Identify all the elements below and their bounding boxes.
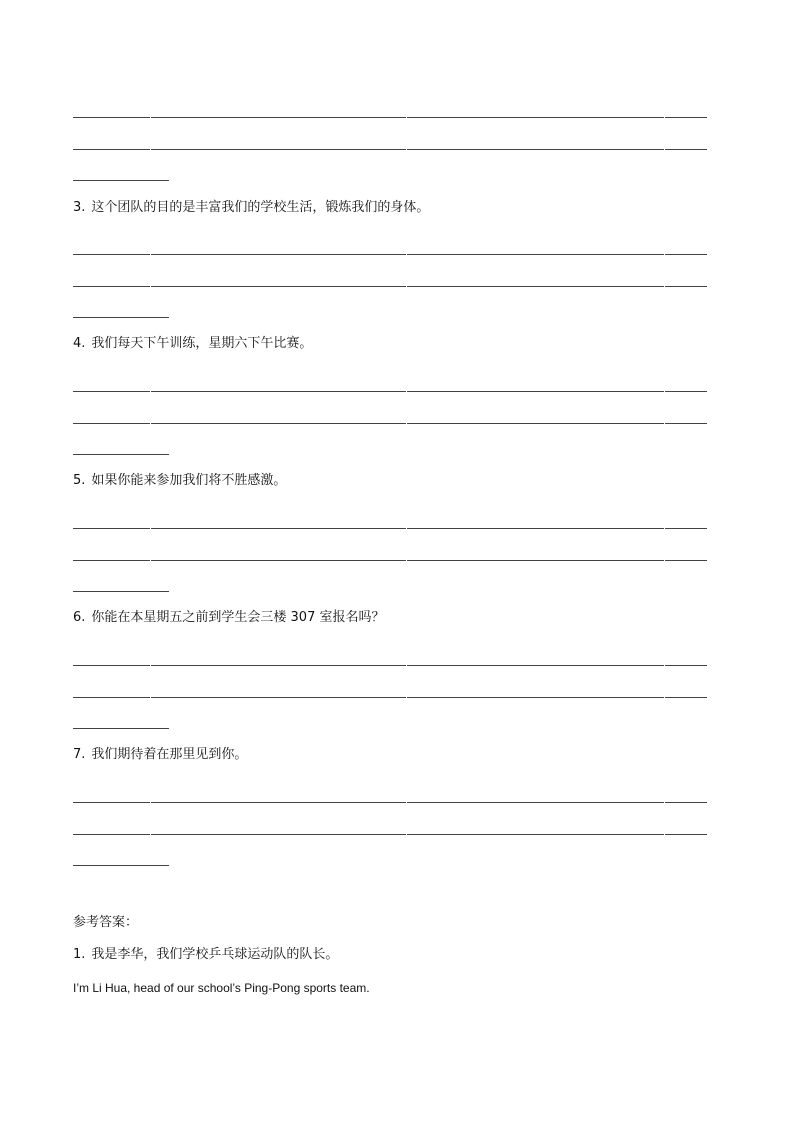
line-segment-break — [150, 149, 151, 150]
answers-heading: 参考答案： — [73, 915, 139, 930]
line-segment-break — [150, 423, 151, 424]
answer-line[interactable] — [73, 528, 707, 529]
answer-line[interactable] — [73, 117, 707, 118]
line-segment-break — [406, 665, 407, 666]
answer-1-english: I’m Li Hua, head of our school’s Ping-Pong sports team. — [73, 981, 370, 995]
line-segment-break — [406, 391, 407, 392]
line-segment-break — [664, 528, 665, 529]
line-segment-break — [406, 802, 407, 803]
line-segment-break — [150, 286, 151, 287]
question-3 — [73, 199, 429, 217]
answer-line[interactable] — [73, 834, 707, 835]
answer-number: 1. — [73, 947, 86, 962]
line-segment-break — [150, 665, 151, 666]
line-segment-break — [406, 117, 407, 118]
question-text: 我们期待着在那里见到你。 — [91, 747, 248, 762]
question-text: 如果你能来参加我们将不胜感激。 — [91, 473, 287, 488]
answer-line[interactable] — [73, 560, 707, 561]
question-text: 这个团队的目的是丰富我们的学校生活，锻炼我们的身体。 — [91, 200, 430, 215]
question-4 — [73, 335, 312, 353]
answer-line-short[interactable] — [73, 591, 169, 592]
line-segment-break — [664, 802, 665, 803]
question-number: 4. — [73, 336, 86, 351]
question-text: 你能在本星期五之前到学生会三楼 307 室报名吗？ — [91, 610, 385, 625]
question-number: 5. — [73, 473, 86, 488]
line-segment-break — [150, 391, 151, 392]
line-segment-break — [406, 697, 407, 698]
answer-line-short[interactable] — [73, 865, 169, 866]
line-segment-break — [406, 528, 407, 529]
answer-line[interactable] — [73, 802, 707, 803]
line-segment-break — [150, 528, 151, 529]
line-segment-break — [406, 560, 407, 561]
answer-line-short[interactable] — [73, 317, 169, 318]
line-segment-break — [406, 834, 407, 835]
line-segment-break — [150, 560, 151, 561]
line-segment-break — [664, 834, 665, 835]
line-segment-break — [150, 802, 151, 803]
answer-line[interactable] — [73, 697, 707, 698]
line-segment-break — [664, 254, 665, 255]
answer-line[interactable] — [73, 149, 707, 150]
line-segment-break — [150, 117, 151, 118]
answer-line-short[interactable] — [73, 454, 169, 455]
question-7 — [73, 746, 247, 764]
line-segment-break — [406, 286, 407, 287]
line-segment-break — [664, 117, 665, 118]
question-text: 我们每天下午训练，星期六下午比赛。 — [91, 336, 313, 351]
question-number: 6. — [73, 610, 86, 625]
line-segment-break — [664, 423, 665, 424]
question-5 — [73, 472, 286, 490]
answer-line[interactable] — [73, 286, 707, 287]
line-segment-break — [150, 834, 151, 835]
line-segment-break — [664, 149, 665, 150]
line-segment-break — [664, 697, 665, 698]
line-segment-break — [664, 286, 665, 287]
answer-line[interactable] — [73, 423, 707, 424]
answer-line[interactable] — [73, 254, 707, 255]
line-segment-break — [150, 254, 151, 255]
line-segment-break — [406, 254, 407, 255]
answer-1-chinese — [73, 946, 338, 964]
answer-chinese-text: 我是李华，我们学校乒乓球运动队的队长。 — [91, 947, 339, 962]
question-number: 3. — [73, 200, 86, 215]
answer-line[interactable] — [73, 665, 707, 666]
question-number: 7. — [73, 747, 86, 762]
line-segment-break — [664, 665, 665, 666]
line-segment-break — [150, 697, 151, 698]
answer-line[interactable] — [73, 391, 707, 392]
question-6 — [73, 609, 384, 627]
answer-line-short[interactable] — [73, 728, 169, 729]
line-segment-break — [664, 391, 665, 392]
line-segment-break — [406, 423, 407, 424]
line-segment-break — [406, 149, 407, 150]
line-segment-break — [664, 560, 665, 561]
answer-line-short[interactable] — [73, 180, 169, 181]
